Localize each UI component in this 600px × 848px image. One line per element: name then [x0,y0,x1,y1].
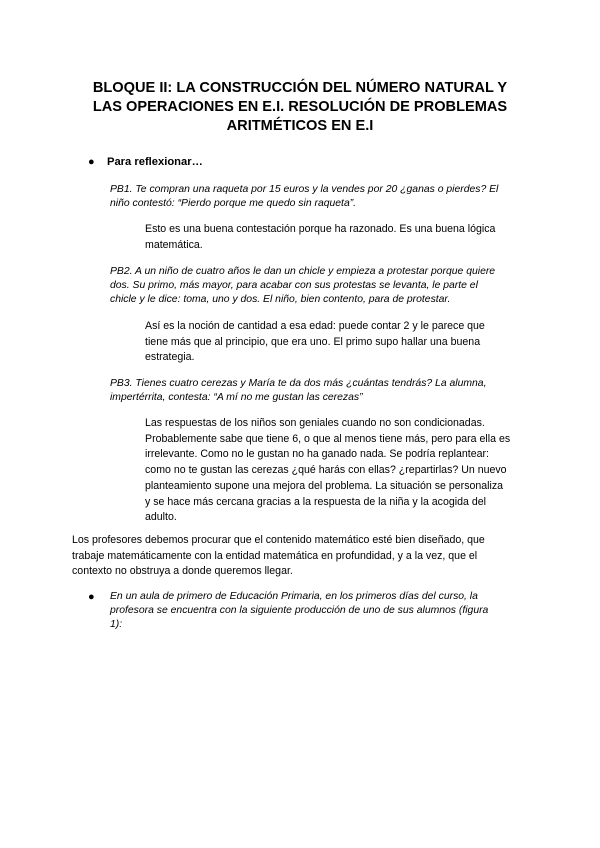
problem-answer [145,319,530,366]
problem-line: PB2. A un niño de cuatro años le dan un chicle y empieza a protestar porque quiere [110,266,496,277]
title-line: BLOQUE II: LA CONSTRUCCIÓN DEL NÚMERO NATURAL Y [92,80,508,96]
page-title [60,79,540,136]
answer-line: matemática. [145,238,203,251]
answer-line: y se hace más cercana gracias a la respuesta de la niña y la acogida del [145,495,486,508]
answer-line: Las respuestas de los niños son geniales cuando no son condicionadas. [145,417,485,429]
bullet-line: 1): [110,619,123,631]
problem-line: dos. Su primo, más mayor, para acabar con sus protestas se levanta, le parte el [110,280,478,292]
bullet-line: profesora se encuentra con la siguiente producción de uno de sus alumnos (figura [110,605,489,617]
bullet-line: En un aula de primero de Educación Primaria, en los primeros días del curso, la [110,591,478,602]
answer-line: estrategia. [145,351,195,364]
problem-answer [145,416,530,526]
answer-line: Así es la noción de cantidad a esa edad: puede contar 2 y le parece que [145,320,485,332]
paragraph-line: contexto no obstruya a donde queremos llegar. [72,565,293,578]
answer-line: tiene más que al principio, que era uno. El primo supo hallar una buena [145,335,481,348]
paragraph-line: trabaje matemáticamente con la entidad matemática en profundidad, y a la vez, que el [72,549,478,562]
bullet-icon: ● [88,591,95,603]
problem-statement [110,377,530,405]
problem-line: chicle y le dice: toma, uno y dos. El niño, bien contento, para de protestar. [110,294,451,306]
problem-line: PB3. Tienes cuatro cerezas y María te da dos más ¿cuántas tendrás? La alumna, [110,378,487,389]
title-line: ARITMÉTICOS EN E.I [226,118,374,134]
answer-line: Probablemente sabe que tiene 6, o que al menos tiene más, pero para ella es [145,432,511,445]
answer-line: planteamiento supone una mejora del problema. La situación se personaliza [145,479,504,492]
problem-answer [145,222,530,253]
problem-statement [110,183,530,211]
answer-line: como no te gustan las cerezas ¿qué harás con ellas? ¿repartirlas? Un nuevo [145,464,507,477]
answer-line: Esto es una buena contestación porque ha razonado. Es una buena lógica [145,223,496,235]
problem-line: impertérrita, contesta: “A mí no me gustan las cerezas” [110,392,363,404]
problem-line: niño contestó: “Pierdo porque me quedo sin raqueta”. [110,198,357,210]
bullet-text [110,590,530,633]
problem-line: PB1. Te compran una raqueta por 15 euros y la vendes por 20 ¿ganas o pierdes? El [110,184,499,195]
answer-line: irrelevante. Como no le gustan no ha ganado nada. Se podría replantear: [145,448,489,461]
paragraph-line: Los profesores debemos procurar que el contenido matemático esté bien diseñado, que [72,534,485,546]
title-line: LAS OPERACIONES EN E.I. RESOLUCIÓN DE PROBLEMAS [92,99,508,115]
body-paragraph [72,533,532,580]
bullet-icon: ● [88,156,95,168]
answer-line: adulto. [145,511,177,524]
problem-statement [110,265,530,308]
section-heading: Para reflexionar… [107,156,203,168]
